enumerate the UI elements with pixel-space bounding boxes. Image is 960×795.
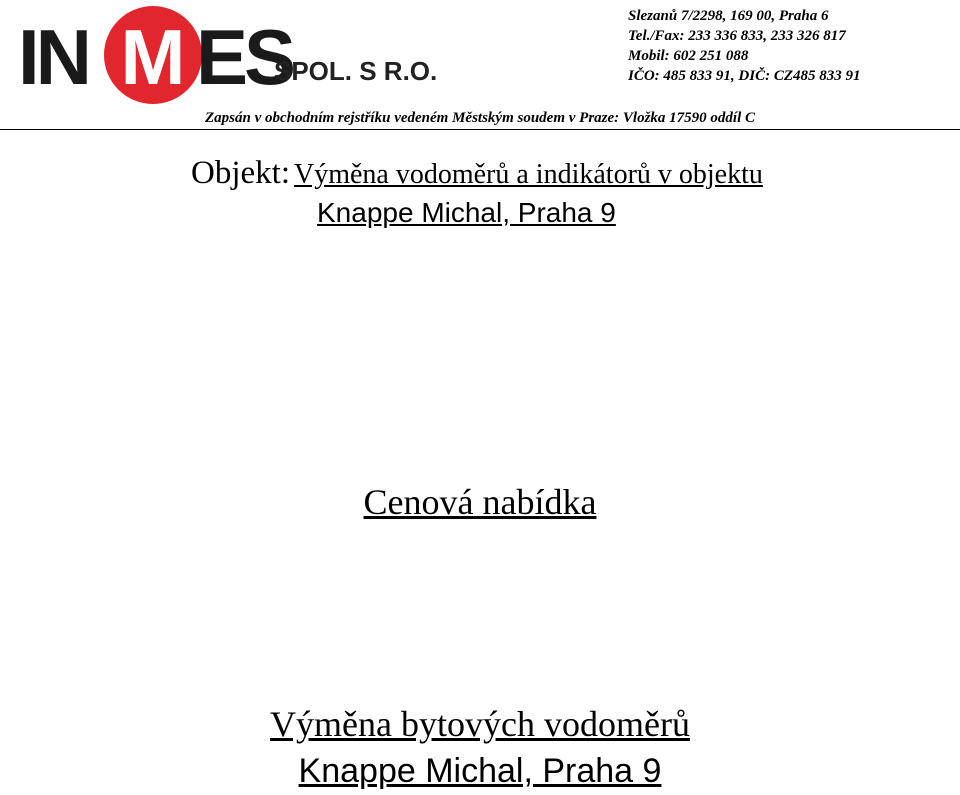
registry-line: Zapsán v obchodním rejstříku vedeném Městským soudem v Praze: Vložka 17590 oddíl C xyxy=(205,110,755,126)
company-logo xyxy=(18,6,458,106)
logo-suffix: SPOL. S R.O. xyxy=(274,56,438,86)
logo-text-es: ES xyxy=(196,13,293,101)
offer-title: Cenová nabídka xyxy=(363,482,597,522)
object-heading xyxy=(191,153,763,195)
contact-mobile: Mobil: 602 251 088 xyxy=(628,48,749,64)
logo-text-in: IN xyxy=(18,13,88,101)
footer-title: Výměna bytových vodoměrů xyxy=(270,704,690,744)
object-title: Výměna vodoměrů a indikátorů v objektu xyxy=(293,159,763,190)
contact-ids: IČO: 485 833 91, DIČ: CZ485 833 91 xyxy=(628,68,861,84)
object-subtitle: Knappe Michal, Praha 9 xyxy=(317,197,616,228)
object-label: Objekt: xyxy=(191,155,290,191)
footer-subtitle: Knappe Michal, Praha 9 xyxy=(298,752,662,790)
contact-telfax: Tel./Fax: 233 336 833, 233 326 817 xyxy=(628,28,846,44)
logo-text-m: M xyxy=(120,13,186,101)
contact-block xyxy=(628,6,861,86)
header-divider xyxy=(0,129,960,130)
contact-address: Slezanů 7/2298, 169 00, Praha 6 xyxy=(628,8,829,24)
